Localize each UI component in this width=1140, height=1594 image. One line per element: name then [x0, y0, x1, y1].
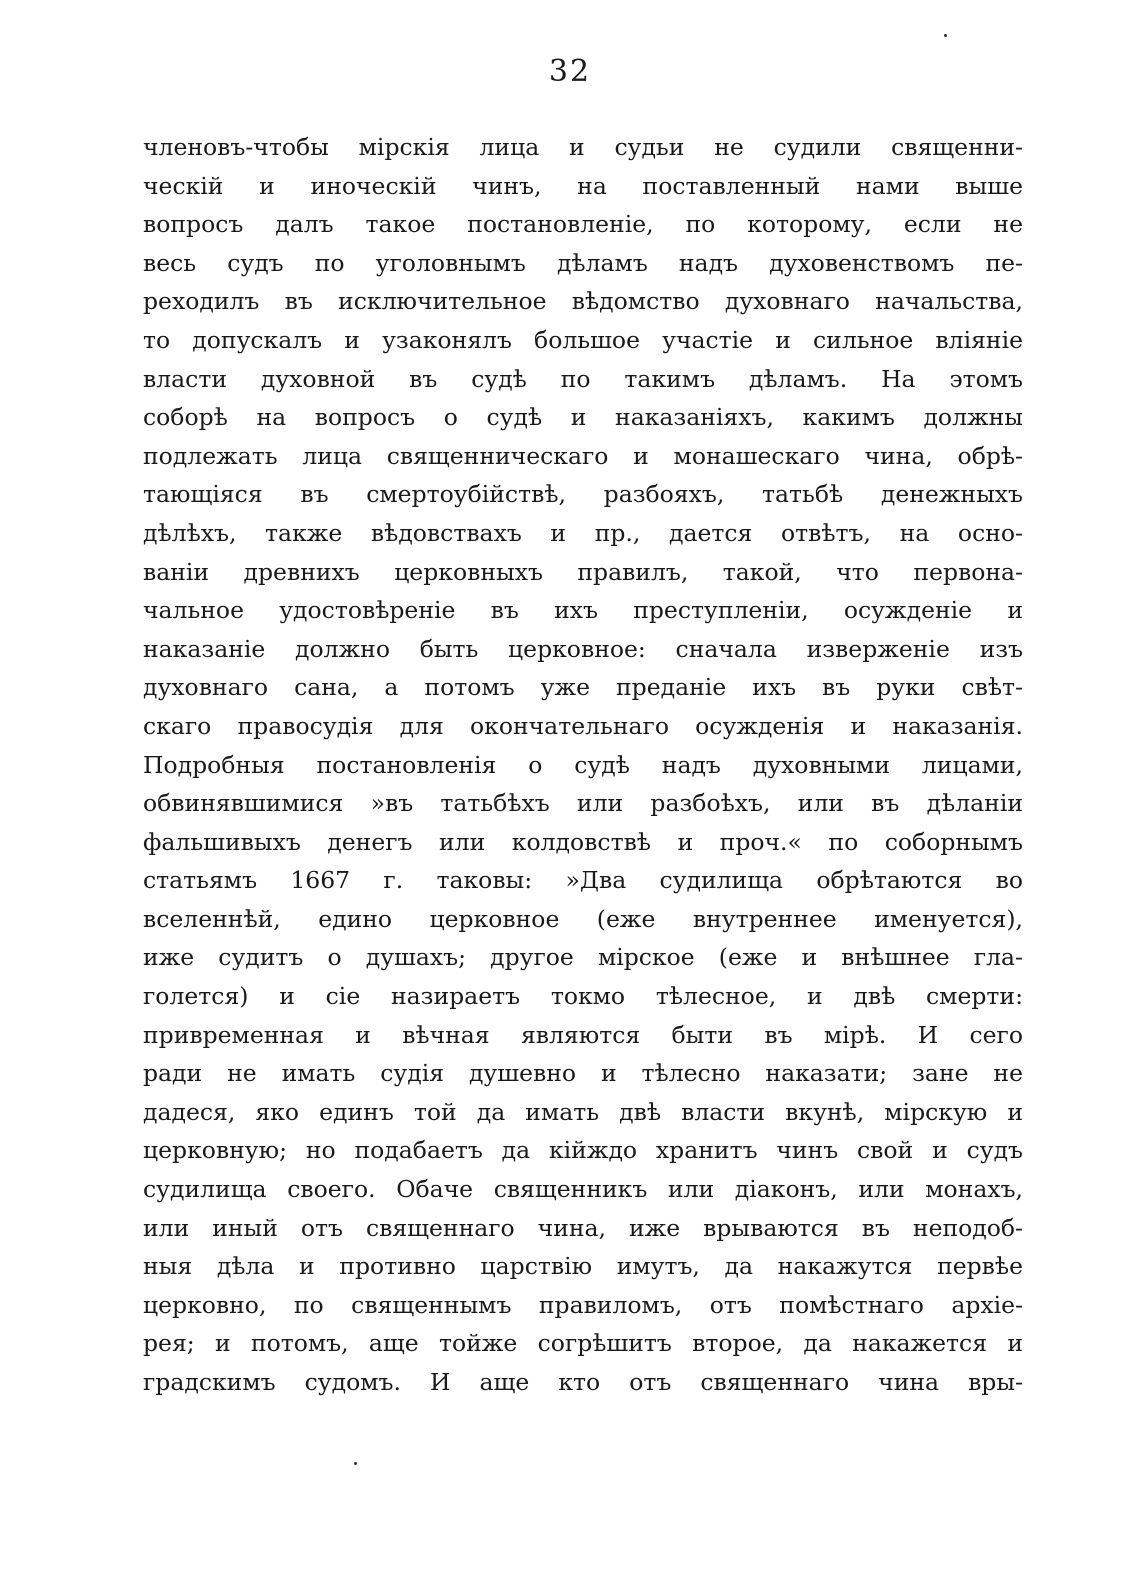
text-line: [143, 437, 1023, 476]
text-line: [143, 1016, 1023, 1055]
text-line-content: то допускалъ и узаконялъ большое участіе и сильное вліяніе: [143, 325, 1023, 354]
text-line-content: весь судъ по уголовнымъ дѣламъ надъ духовенствомъ пе-: [143, 248, 1023, 277]
text-line: [143, 746, 1023, 785]
text-line-content: иже судитъ о душахъ; другое мірское (еже и внѣшнее гла-: [143, 943, 1023, 972]
text-line: [143, 1363, 1023, 1402]
text-line-content: градскимъ судомъ. И аще кто отъ священнаго чина вры-: [143, 1368, 1023, 1396]
text-line: [143, 591, 1023, 630]
text-line: [143, 128, 1023, 167]
text-line: [143, 977, 1023, 1016]
text-line-content: вселеннѣй, едино церковное (еже внутреннее именуется),: [143, 904, 1023, 933]
text-line: [143, 823, 1023, 862]
text-line-content: фальшивыхъ денегъ или колдовствѣ и проч.« по соборнымъ: [143, 827, 1023, 856]
text-line: [143, 900, 1023, 939]
text-line-content: власти духовной въ судѣ по такимъ дѣламъ. На этомъ: [143, 364, 1023, 393]
text-line: [143, 1054, 1023, 1093]
text-line-content: духовнаго сана, а потомъ уже преданіе ихъ въ руки свѣт-: [143, 673, 1023, 702]
text-line-content: дѣлѣхъ, также вѣдовствахъ и пр., дается отвѣтъ, на осно-: [143, 518, 1023, 547]
text-line: [143, 861, 1023, 900]
text-block: [143, 128, 1023, 1402]
scan-speck: [354, 1462, 357, 1465]
text-line-content: реходилъ въ исключительное вѣдомство духовнаго начальства,: [143, 287, 1023, 316]
text-line: [143, 707, 1023, 746]
text-line-content: ваніи древнихъ церковныхъ правилъ, такой, что первона-: [143, 557, 1023, 586]
text-line-content: скаго правосудія для окончательнаго осужденія и наказанія.: [143, 711, 1023, 740]
text-line: [143, 244, 1023, 283]
text-line-content: наказаніе должно быть церковное: сначала изверженіе изъ: [143, 634, 1023, 663]
text-line-content: ради не имать судія душевно и тѣлесно наказати; зане не: [143, 1059, 1023, 1088]
text-line-content: голется) и сіе назираетъ токмо тѣлесное, и двѣ смерти:: [143, 982, 1023, 1011]
text-line: [143, 167, 1023, 206]
text-line: [143, 475, 1023, 514]
text-line-content: судилища своего. Обаче священникъ или діаконъ, или монахъ,: [143, 1175, 1023, 1204]
text-line: [143, 630, 1023, 669]
text-line: [143, 321, 1023, 360]
text-line: [143, 1286, 1023, 1325]
page-number: 32: [548, 54, 592, 89]
text-line-content: ческій и иноческій чинъ, на поставленный нами выше: [143, 171, 1023, 200]
text-line: [143, 1324, 1023, 1363]
text-line: [143, 398, 1023, 437]
text-line: [143, 784, 1023, 823]
text-line-content: статьямъ 1667 г. таковы: »Два судилища обрѣтаются во: [143, 866, 1023, 895]
text-line-content: вопросъ далъ такое постановленіе, по которому, если не: [143, 210, 1023, 239]
text-line-content: церковно, по священнымъ правиломъ, отъ помѣстнаго архіе-: [143, 1290, 1023, 1319]
text-line: [143, 282, 1023, 321]
text-line-content: ныя дѣла и противно царствію имутъ, да накажутся первѣе: [143, 1252, 1023, 1281]
text-line: [143, 514, 1023, 553]
text-line-content: церковную; но подабаетъ да кійждо хранитъ чинъ свой и судъ: [143, 1136, 1023, 1165]
text-line: [143, 1131, 1023, 1170]
scan-speck: [944, 34, 947, 37]
text-line-content: тающіяся въ смертоубійствѣ, разбояхъ, татьбѣ денежныхъ: [143, 480, 1023, 509]
text-line-content: или иный отъ священнаго чина, иже врываются въ неподоб-: [143, 1213, 1023, 1242]
text-line: [143, 360, 1023, 399]
text-line-content: Подробныя постановленія о судѣ надъ духовными лицами,: [143, 750, 1023, 779]
text-line: [143, 1093, 1023, 1132]
text-line: [143, 1247, 1023, 1286]
text-line-content: обвинявшимися »въ татьбѣхъ или разбоѣхъ, или въ дѣланіи: [143, 789, 1023, 818]
text-line: [143, 938, 1023, 977]
text-line: [143, 668, 1023, 707]
text-line-content: чальное удостовѣреніе въ ихъ преступленіи, осужденіе и: [143, 596, 1023, 625]
text-line: [143, 1170, 1023, 1209]
text-line-content: подлежать лица священническаго и монашескаго чина, обрѣ-: [143, 441, 1023, 470]
text-line: [143, 205, 1023, 244]
text-line-content: привременная и вѣчная являются быти въ мірѣ. И сего: [143, 1020, 1023, 1049]
text-line-content: соборѣ на вопросъ о судѣ и наказаніяхъ, какимъ должны: [143, 403, 1023, 432]
text-line: [143, 553, 1023, 592]
text-line: [143, 1209, 1023, 1248]
text-line-content: членовъ-чтобы мірскія лица и судьи не судили священни-: [143, 133, 1023, 161]
text-line-content: рея; и потомъ, аще тойже согрѣшитъ второе, да накажется и: [143, 1329, 1023, 1358]
text-line-content: дадеся, яко единъ той да имать двѣ власти вкунѣ, мірскую и: [143, 1097, 1023, 1126]
